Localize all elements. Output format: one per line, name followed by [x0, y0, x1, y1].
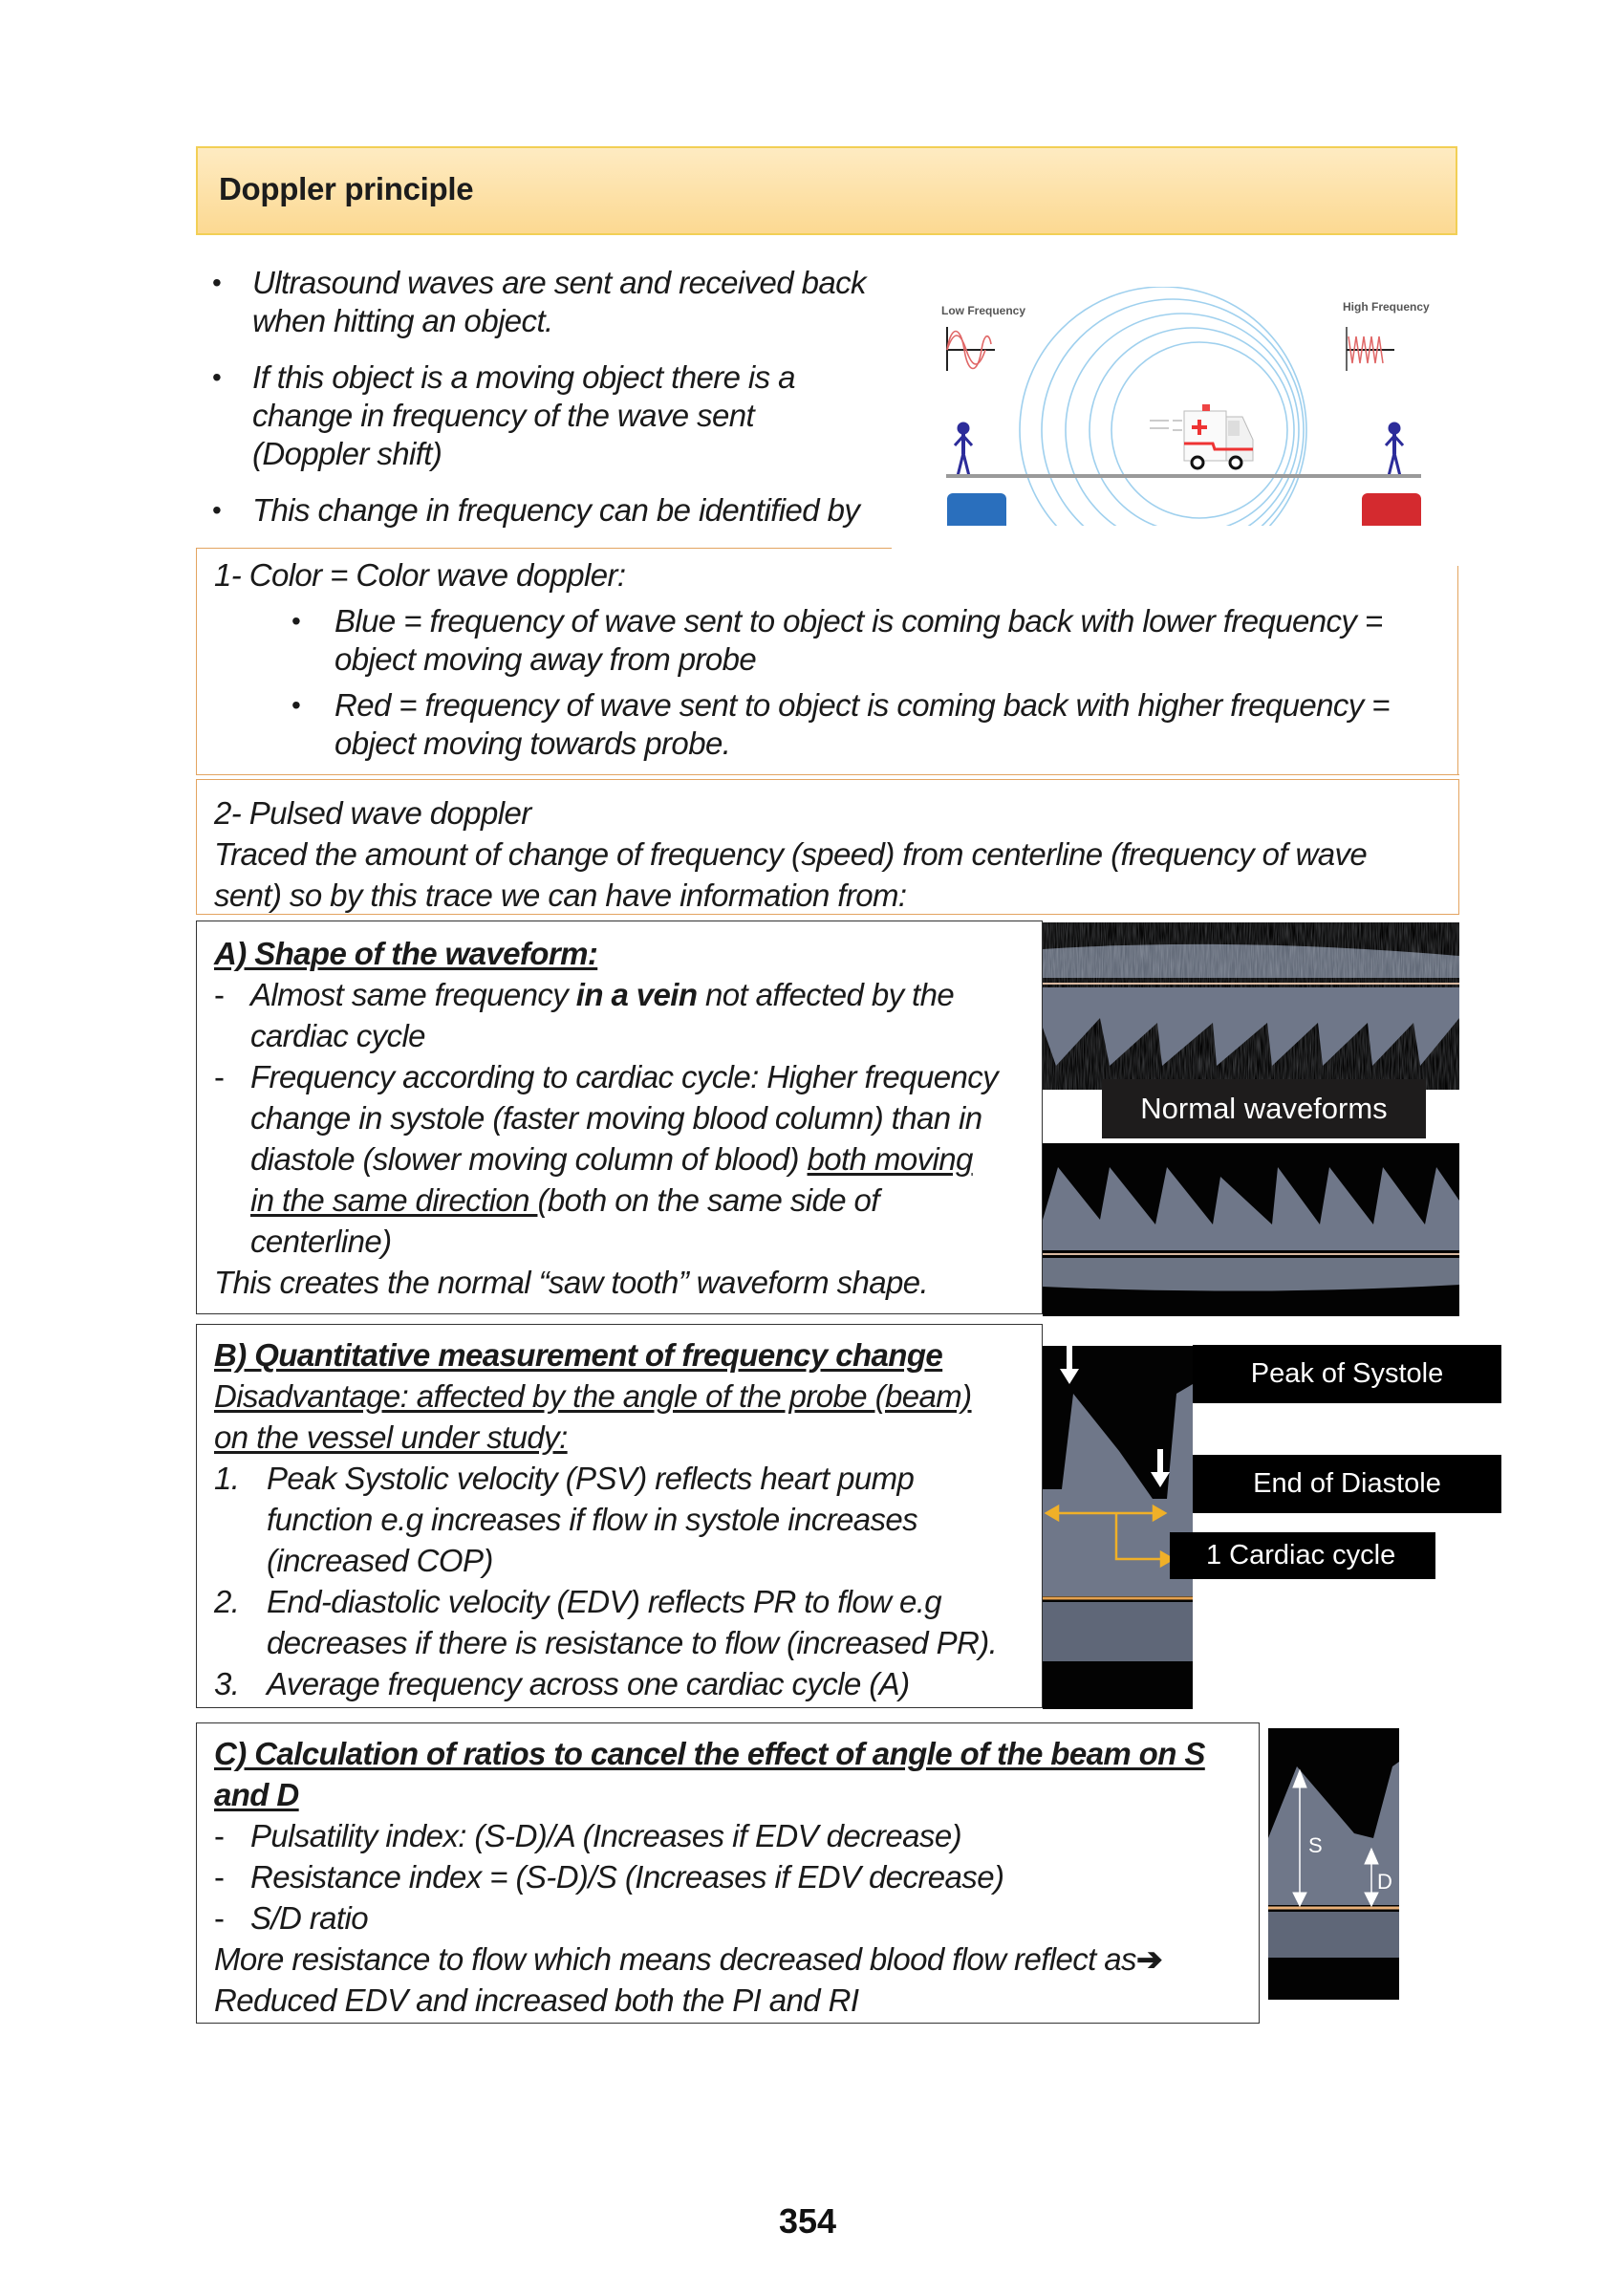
list-item: - S/D ratio	[214, 1897, 1256, 1939]
peak-of-systole-label: Peak of Systole	[1193, 1345, 1501, 1403]
section-c-heading: and D	[214, 1777, 299, 1812]
ambulance-icon	[1150, 404, 1253, 468]
section-c-closing: More resistance to flow which means decreased blood flow reflect as➔	[214, 1941, 1163, 1977]
list-item: - Resistance index = (S-D)/S (Increases if EDV decrease)	[214, 1856, 1256, 1897]
disadvantage-text: on the vessel under study:	[214, 1419, 568, 1455]
bullet-icon: •	[291, 690, 301, 720]
section-c-heading: C) Calculation of ratios to cancel the effect of angle of the beam on S	[214, 1736, 1205, 1771]
dash-icon: -	[214, 1059, 225, 1094]
wave-circle	[1042, 299, 1304, 526]
quantitative-measurement-box	[196, 1324, 1043, 1708]
cardiac-cycle-label: 1 Cardiac cycle	[1170, 1532, 1435, 1579]
person-right-icon	[1386, 422, 1403, 476]
section-b-heading: B) Quantitative measurement of frequency change	[214, 1337, 943, 1373]
vein-waveform-image	[1043, 922, 1459, 1090]
person-left-icon	[955, 422, 972, 476]
dash-icon: -	[214, 977, 225, 1012]
section-a-heading: A) Shape of the waveform:	[214, 936, 598, 971]
red-color-swatch	[1362, 493, 1421, 526]
pulsed-wave-text: sent) so by this trace we can have information from:	[214, 877, 907, 913]
ratio-calculation-box	[196, 1722, 1260, 2024]
list-item: 3. Average frequency across one cardiac cycle (A)	[214, 1666, 910, 1701]
bullet-icon: •	[212, 268, 222, 297]
divider	[1457, 566, 1458, 775]
section-a-closing: This creates the normal “saw tooth” waveform shape.	[214, 1265, 929, 1300]
page-number: 354	[779, 2201, 837, 2241]
list-item: - Pulsatility index: (S-D)/A (Increases if EDV decrease)	[214, 1815, 1256, 1856]
d-label: D	[1377, 1870, 1392, 1894]
bullet-icon: •	[291, 606, 301, 636]
low-frequency-wave-icon	[947, 327, 995, 371]
dash-icon: -	[214, 1900, 225, 1936]
list-item: 1. Peak Systolic velocity (PSV) reflects heart pump function e.g increases if flow in systole increases (increased COP)	[214, 1461, 918, 1578]
dash-icon: -	[214, 1859, 225, 1895]
high-frequency-label: High Frequency	[1343, 300, 1430, 314]
blue-bullet: • Blue = frequency of wave sent to object is coming back with lower frequency = object moving away from probe	[291, 603, 1383, 677]
s-d-waveform-image	[1268, 1728, 1399, 2000]
doppler-diagram	[932, 287, 1448, 526]
list-item: 2. End-diastolic velocity (EDV) reflects PR to flow e.g decreases if there is resistance to flow (increased PR).	[214, 1584, 998, 1660]
pulsed-wave-box	[196, 779, 1459, 915]
dash-icon: -	[214, 1818, 225, 1853]
high-frequency-wave-icon	[1347, 327, 1394, 371]
peak-systole-arrow-icon	[1060, 1346, 1079, 1384]
section-header	[196, 146, 1457, 235]
normal-waveforms-label: Normal waveforms	[1102, 1079, 1426, 1138]
pulsed-wave-title: 2- Pulsed wave doppler	[214, 795, 531, 831]
list-item: - Almost same frequency in a vein not affected by the cardiac cycle	[214, 974, 1036, 1056]
artery-waveform-image	[1043, 1143, 1459, 1316]
right-arrow-icon: ➔	[1135, 1941, 1163, 1977]
red-bullet: • Red = frequency of wave sent to object is coming back with higher frequency = object moving towards probe.	[291, 687, 1390, 761]
end-of-diastole-label: End of Diastole	[1193, 1455, 1501, 1513]
cardiac-cycle-waveform-image	[1043, 1346, 1193, 1709]
low-frequency-label: Low Frequency	[941, 304, 1026, 317]
waveform-shape-box	[196, 921, 1043, 1314]
divider	[196, 548, 892, 549]
wave-circles	[1020, 287, 1306, 526]
page-title: Doppler principle	[219, 171, 474, 206]
section-c-closing: Reduced EDV and increased both the PI and RI	[214, 1982, 859, 2018]
doppler-diagram-svg	[932, 287, 1448, 526]
blue-color-swatch	[947, 493, 1006, 526]
end-diastole-arrow-icon	[1151, 1449, 1170, 1487]
bullet-icon: •	[212, 495, 222, 525]
disadvantage-text: Disadvantage: affected by the angle of the probe (beam)	[214, 1378, 972, 1414]
pulsed-wave-text: Traced the amount of change of frequency (speed) from centerline (frequency of wave	[214, 836, 1368, 872]
s-label: S	[1308, 1833, 1323, 1857]
list-item: - Frequency according to cardiac cycle: Higher frequency change in systole (faster moving blood column) than in diastole (slower moving column of blood) both moving in the same direction (both on the same side of centerline)	[214, 1056, 1036, 1262]
bullet-icon: •	[212, 362, 222, 392]
color-doppler-title: 1- Color = Color wave doppler:	[214, 557, 626, 593]
